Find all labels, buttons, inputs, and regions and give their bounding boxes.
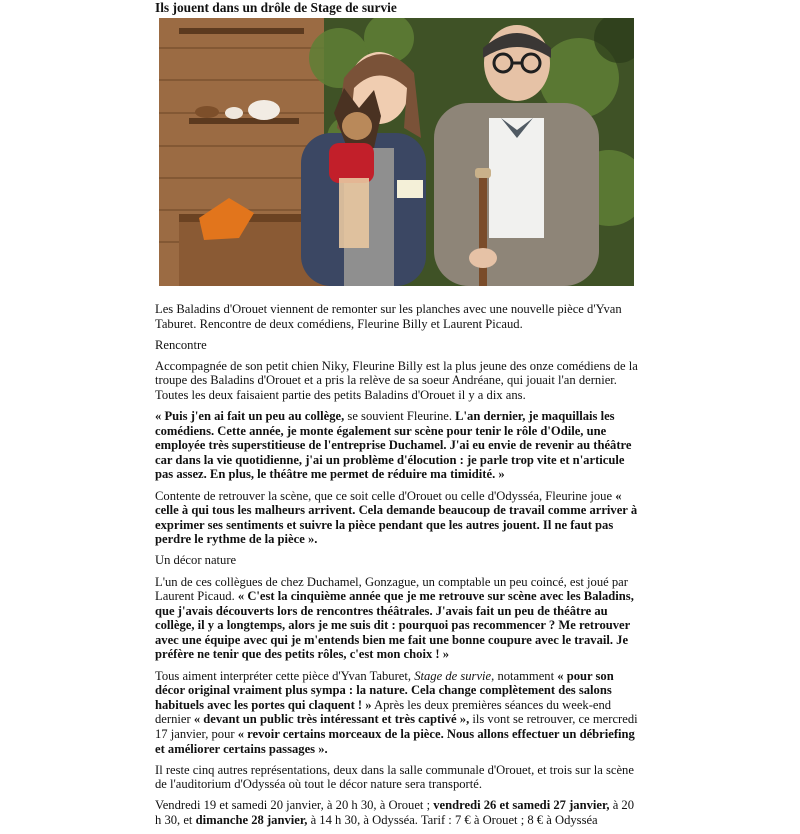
text: L'un de ces collègues de chez Duchamel, Gonzague, un comptable un peu coincé, est joué par Laurent Picaud. — [155, 574, 628, 604]
quote: L'an dernier, je maquillais les comédiens. Cette année, je monte également sur scène pour tenir le rôle d'Odile, une employée très superstitieuse de l'entreprise Duchamel. J'ai eu envie de revenir au théâtre car dans la vie quotidienne, j'ai un problème d'élocution : je parle trop vite et n'articule pas assez. En plus, le théâtre me permet de réduire ma timidité. » — [155, 409, 632, 482]
text: Tous aiment interpréter cette pièce d'Yvan Taburet, — [155, 668, 415, 683]
paragraph-6: Il reste cinq autres représentations, deux dans la salle communale d'Orouet, et trois sur la scène de l'auditorium d'Odysséa où tout le décor nature sera transporté. — [155, 762, 634, 792]
text: , notamment — [491, 668, 558, 683]
paragraph-schedule — [155, 798, 640, 827]
text: Vendredi 19 et samedi 20 janvier, à 20 h 30, à Orouet ; — [155, 798, 434, 813]
quote: « revoir certains morceaux de la pièce. Nous allons effectuer un débriefing et améliorer certains passages ». — [155, 726, 635, 756]
photo-illustration — [159, 18, 634, 286]
section-heading-rencontre: Rencontre — [155, 337, 207, 352]
paragraph-2 — [155, 409, 640, 482]
article-title: Ils jouent dans un drôle de Stage de survie — [155, 0, 397, 15]
date: dimanche 28 janvier, — [195, 812, 308, 827]
quote: « C'est la cinquième année que je me retrouve sur scène avec les Baladins, que j'avais découverts lors de rencontres théâtrales. J'avais fait un peu de théâtre au collège, il y a longtemps, alors je me suis dit : pourquoi pas recommencer ? Me retrouver avec une équipe avec qui je m'entends bien me fait une bonne coupure avec le travail. Je préfère ne tenir que des petits rôles, c'est mon choix ! » — [155, 589, 634, 662]
section-heading-decor: Un décor nature — [155, 553, 237, 568]
article-photo — [159, 18, 634, 286]
text: Contente de retrouver la scène, que ce soit celle d'Orouet ou celle d'Odysséa, Fleurine joue — [155, 488, 616, 503]
article — [155, 0, 640, 834]
text: à 20 h 30, et — [155, 798, 635, 827]
text: Après les deux premières séances du week-end dernier — [155, 697, 612, 727]
quote: « pour son décor original vraiment plus sympa : la nature. Cela change complètement des salons habituels avec les portes qui claquent ! » — [155, 668, 614, 712]
quote: « Puis j'en ai fait un peu au collège, — [155, 409, 345, 424]
paragraph-5 — [155, 669, 640, 757]
text: ils vont se retrouver, ce mercredi 17 janvier, pour — [155, 712, 638, 741]
article-intro: Les Baladins d'Orouet viennent de remonter sur les planches avec une nouvelle pièce d'Yvan Taburet. Rencontre de deux comédiens, Fleurine Billy et Laurent Picaud. — [155, 302, 622, 331]
play-title: Stage de survie — [414, 668, 492, 683]
quote: « devant un public très intéressant et très captivé », — [193, 712, 470, 727]
text: se souvient Fleurine. — [344, 409, 456, 424]
paragraph-1: Accompagnée de son petit chien Niky, Fleurine Billy est la plus jeune des onze comédiens de la troupe des Baladins d'Orouet et a pris la relève de sa soeur Andréane, qui jouait l'an dernier. Toutes les deux faisaient partie des petits Baladins d'Orouet il y a dix ans. — [155, 358, 638, 402]
paragraph-3 — [155, 489, 640, 547]
quote: « celle à qui tous les malheurs arrivent. Cela demande beaucoup de travail comme arriver à exprimer ses sentiments et suivre la pièce pendant que les autres jouent. Il ne faut pas perdre le rythme de la pièce ». — [155, 488, 638, 547]
paragraph-4 — [155, 575, 640, 663]
text: à 14 h 30, à Odysséa. Tarif : 7 € à Orouet ; 8 € à Odysséa — [307, 812, 598, 827]
date: vendredi 26 et samedi 27 janvier, — [433, 798, 610, 813]
